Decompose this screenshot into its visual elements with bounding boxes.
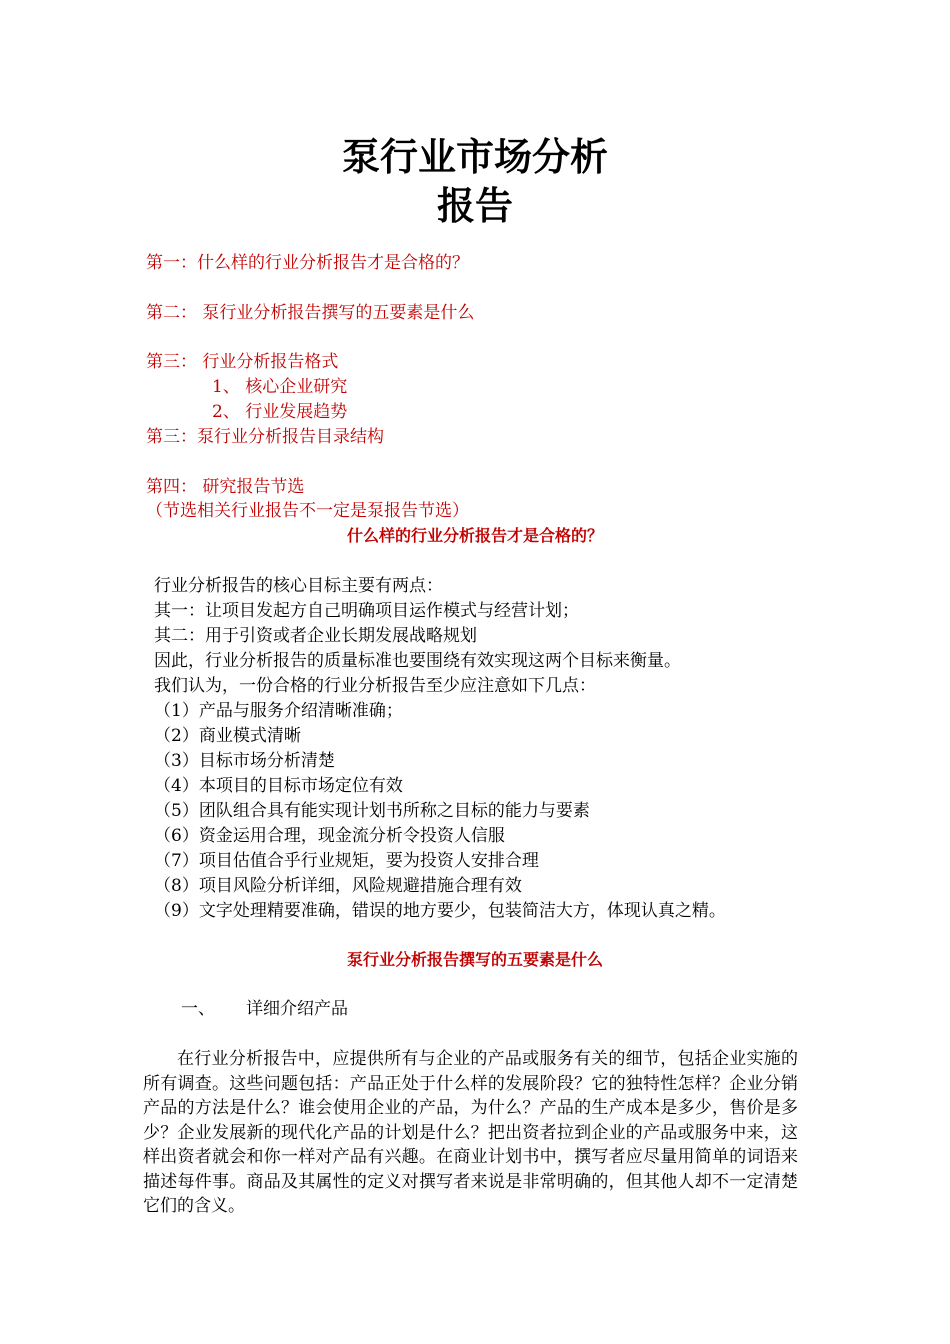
criteria-item: （2）商业模式清晰 — [154, 726, 301, 746]
section1-heading: 什么样的行业分析报告才是合格的？ — [346, 526, 603, 545]
document-title-line2: 报告 — [436, 184, 513, 228]
section1-line: 行业分析报告的核心目标主要有两点： — [154, 576, 443, 596]
criteria-item: （6）资金运用合理，现金流分析令投资人信服 — [154, 826, 505, 846]
criteria-item: （3）目标市场分析清楚 — [154, 751, 335, 771]
criteria-item: （4）本项目的目标市场定位有效 — [154, 776, 403, 796]
toc-note: （节选相关行业报告不一定是泵报告节选） — [146, 501, 469, 521]
criteria-item: （5）团队组合具有能实现计划书所称之目标的能力与要素 — [154, 801, 590, 821]
toc-item-3: 第三： 行业分析报告格式 — [146, 352, 339, 372]
criteria-item: （1）产品与服务介绍清晰准确； — [154, 701, 403, 721]
section1-line: 我们认为，一份合格的行业分析报告至少应注意如下几点： — [154, 676, 596, 696]
toc-item-1: 第一：什么样的行业分析报告才是合格的？ — [146, 253, 469, 273]
document-title-line1: 泵行业市场分析 — [341, 135, 608, 179]
toc-subitem-1: 1、 核心企业研究 — [212, 377, 348, 397]
criteria-item: （8）项目风险分析详细，风险规避措施合理有效 — [154, 876, 522, 896]
section2-paragraph: 在行业分析报告中，应提供所有与企业的产品或服务有关的细节，包括企业实施的所有调查。这些问题包括：产品正处于什么样的发展阶段？它的独特性怎样？企业分销产品的方法是什么？谁会使用企业的产品，为什么？产品的生产成本是多少，售价是多少？企业发展新的现代化产品的计划是什么？把出资者拉到企业的产品或服务中来，这样出资者就会和你一样对产品有兴趣。在商业计划书中，撰写者应尽量用简单的词语来描述每件事。商品及其属性的定义对撰写者来说是非常明确的，但其他人却不一定清楚它们的含义。 — [143, 1049, 798, 1216]
criteria-item: （9）文字处理精要准确，错误的地方要少，包装简洁大方，体现认真之精。 — [154, 901, 726, 921]
toc-item-5: 第四： 研究报告节选 — [146, 477, 305, 497]
toc-item-4: 第三：泵行业分析报告目录结构 — [146, 427, 384, 447]
subsection-number: 一、 — [181, 999, 215, 1019]
section2-heading: 泵行业分析报告撰写的五要素是什么 — [346, 950, 603, 969]
toc-subitem-2: 2、 行业发展趋势 — [212, 402, 348, 422]
section1-line: 其一：让项目发起方自己明确项目运作模式与经营计划； — [154, 601, 579, 621]
subsection-title: 详细介绍产品 — [246, 999, 348, 1019]
section1-line: 因此，行业分析报告的质量标准也要围绕有效实现这两个目标来衡量。 — [154, 651, 681, 671]
criteria-item: （7）项目估值合乎行业规矩，要为投资人安排合理 — [154, 851, 539, 871]
section1-line: 其二：用于引资或者企业长期发展战略规划 — [154, 626, 477, 646]
toc-item-2: 第二： 泵行业分析报告撰写的五要素是什么 — [146, 303, 475, 323]
